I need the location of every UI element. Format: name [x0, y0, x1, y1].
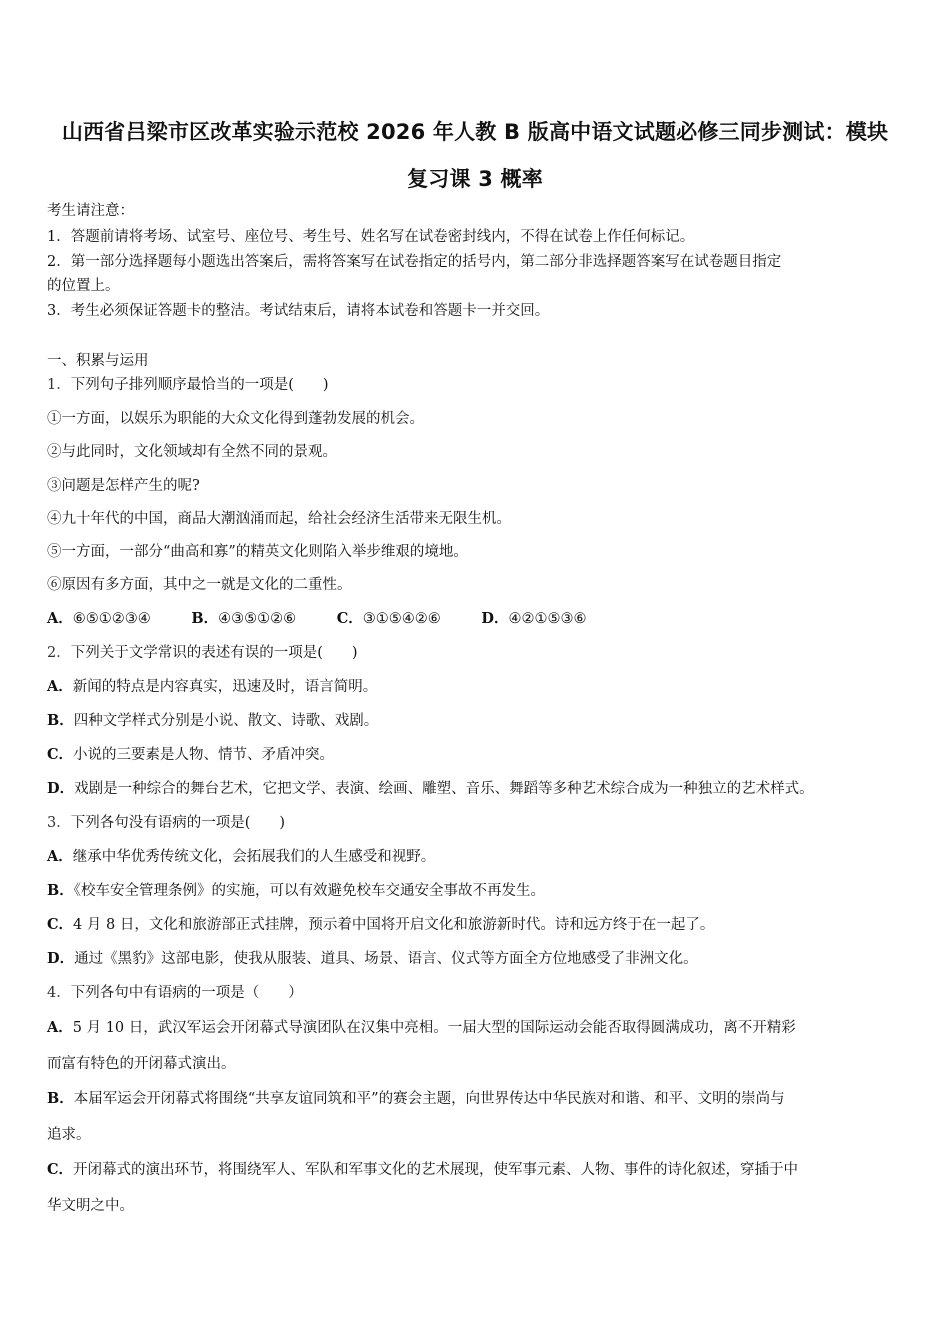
- question-number: 2．: [47, 645, 71, 661]
- question-stem: 下列各句没有语病的一项是( ): [70, 815, 286, 831]
- q1-item-3: ③问题是怎样产生的呢?: [47, 478, 200, 494]
- q3-option-a[interactable]: A．继承中华优秀传统文化，会拓展我们的人生感受和视野。: [47, 848, 436, 865]
- q4-option-c[interactable]: C．开闭幕式的演出环节，将围绕军人、军队和军事文化的艺术展现，使军事元素、人物、事件的诗化叙述，穿插于中: [47, 1161, 799, 1178]
- question-stem: 下列关于文学常识的表述有误的一项是( ): [70, 645, 358, 661]
- q1-option-a[interactable]: A．⑥⑤①②③④: [47, 610, 151, 627]
- q2-option-d[interactable]: D．戏剧是一种综合的舞台艺术，它把文学、表演、绘画、雕塑、音乐、舞蹈等多种艺术综合成为一种独立的艺术样式。: [47, 780, 814, 797]
- q4-option-b-cont: 追求。: [47, 1127, 91, 1143]
- question-1-stem: [47, 378, 329, 393]
- notice-item-2-cont: 的位置上。: [47, 278, 120, 294]
- question-stem: 下列句子排列顺序最恰当的一项是( ): [70, 377, 329, 393]
- q3-option-d[interactable]: D．通过《黑豹》这部电影，使我从服装、道具、场景、语言、仪式等方面全方位地感受了非洲文化。: [47, 950, 698, 967]
- notice-heading: 考生请注意：: [47, 203, 134, 219]
- notice-item-3: 3．考生必须保证答题卡的整洁。考试结束后，请将本试卷和答题卡一并交回。: [47, 303, 550, 319]
- question-4-stem: [47, 986, 303, 1001]
- q2-option-a[interactable]: A．新闻的特点是内容真实，迅速及时，语言简明。: [47, 678, 378, 695]
- q3-option-c[interactable]: C．4 月 8 日，文化和旅游部正式挂牌，预示着中国将开启文化和旅游新时代。诗和远方终于在一起了。: [47, 916, 715, 933]
- q4-option-a[interactable]: A．5 月 10 日，武汉军运会开闭幕式导演团队在汉集中亮相。一届大型的国际运动会能否取得圆满成功，离不开精彩: [47, 1019, 796, 1036]
- q4-option-c-cont: 华文明之中。: [47, 1198, 134, 1214]
- section-heading: 一、积累与运用: [47, 353, 149, 369]
- q3-option-b[interactable]: B．《校车安全管理条例》的实施，可以有效避免校车交通安全事故不再发生。: [47, 882, 546, 899]
- question-number: 3．: [47, 815, 71, 831]
- q2-option-b[interactable]: B．四种文学样式分别是小说、散文、诗歌、戏剧。: [47, 712, 379, 729]
- q1-item-6: ⑥原因有多方面，其中之一就是文化的二重性。: [47, 577, 352, 593]
- q4-option-a-cont: 而富有特色的开闭幕式演出。: [47, 1056, 236, 1072]
- q1-option-c[interactable]: C．③①⑤④②⑥: [336, 610, 441, 627]
- q4-option-b[interactable]: B．本届军运会开闭幕式将围绕“共享友谊同筑和平”的赛会主题，向世界传达中华民族对和谐、和平、文明的崇尚与: [47, 1090, 785, 1107]
- question-2-stem: [47, 646, 358, 661]
- q1-option-d[interactable]: D．④②①⑤③⑥: [481, 610, 587, 627]
- q1-options: [47, 612, 622, 627]
- q1-option-b[interactable]: B．④③⑤①②⑥: [191, 610, 297, 627]
- question-stem: 下列各句中有语病的一项是（ ）: [70, 985, 303, 1001]
- q1-item-1: ①一方面，以娱乐为职能的大众文化得到蓬勃发展的机会。: [47, 411, 424, 427]
- q1-item-4: ④九十年代的中国，商品大潮汹涌而起，给社会经济生活带来无限生机。: [47, 511, 511, 527]
- q1-item-5: ⑤一方面，一部分“曲高和寡”的精英文化则陷入举步维艰的境地。: [47, 544, 468, 560]
- question-number: 1．: [47, 377, 71, 393]
- question-3-stem: [47, 816, 285, 831]
- q1-item-2: ②与此同时，文化领域却有全然不同的景观。: [47, 444, 337, 460]
- exam-title-line1: 山西省吕梁市区改革实验示范校 2026 年人教 B 版高中语文试题必修三同步测试：模块: [61, 120, 889, 144]
- notice-item-1: 1．答题前请将考场、试室号、座位号、考生号、姓名写在试卷密封线内，不得在试卷上作任何标记。: [47, 229, 695, 245]
- exam-title-line2: 复习课 3 概率: [407, 167, 543, 191]
- notice-item-2: 2．第一部分选择题每小题选出答案后，需将答案写在试卷指定的括号内，第二部分非选择题答案写在试卷题目指定: [47, 254, 782, 270]
- q2-option-c[interactable]: C．小说的三要素是人物、情节、矛盾冲突。: [47, 746, 335, 763]
- question-number: 4．: [47, 985, 71, 1001]
